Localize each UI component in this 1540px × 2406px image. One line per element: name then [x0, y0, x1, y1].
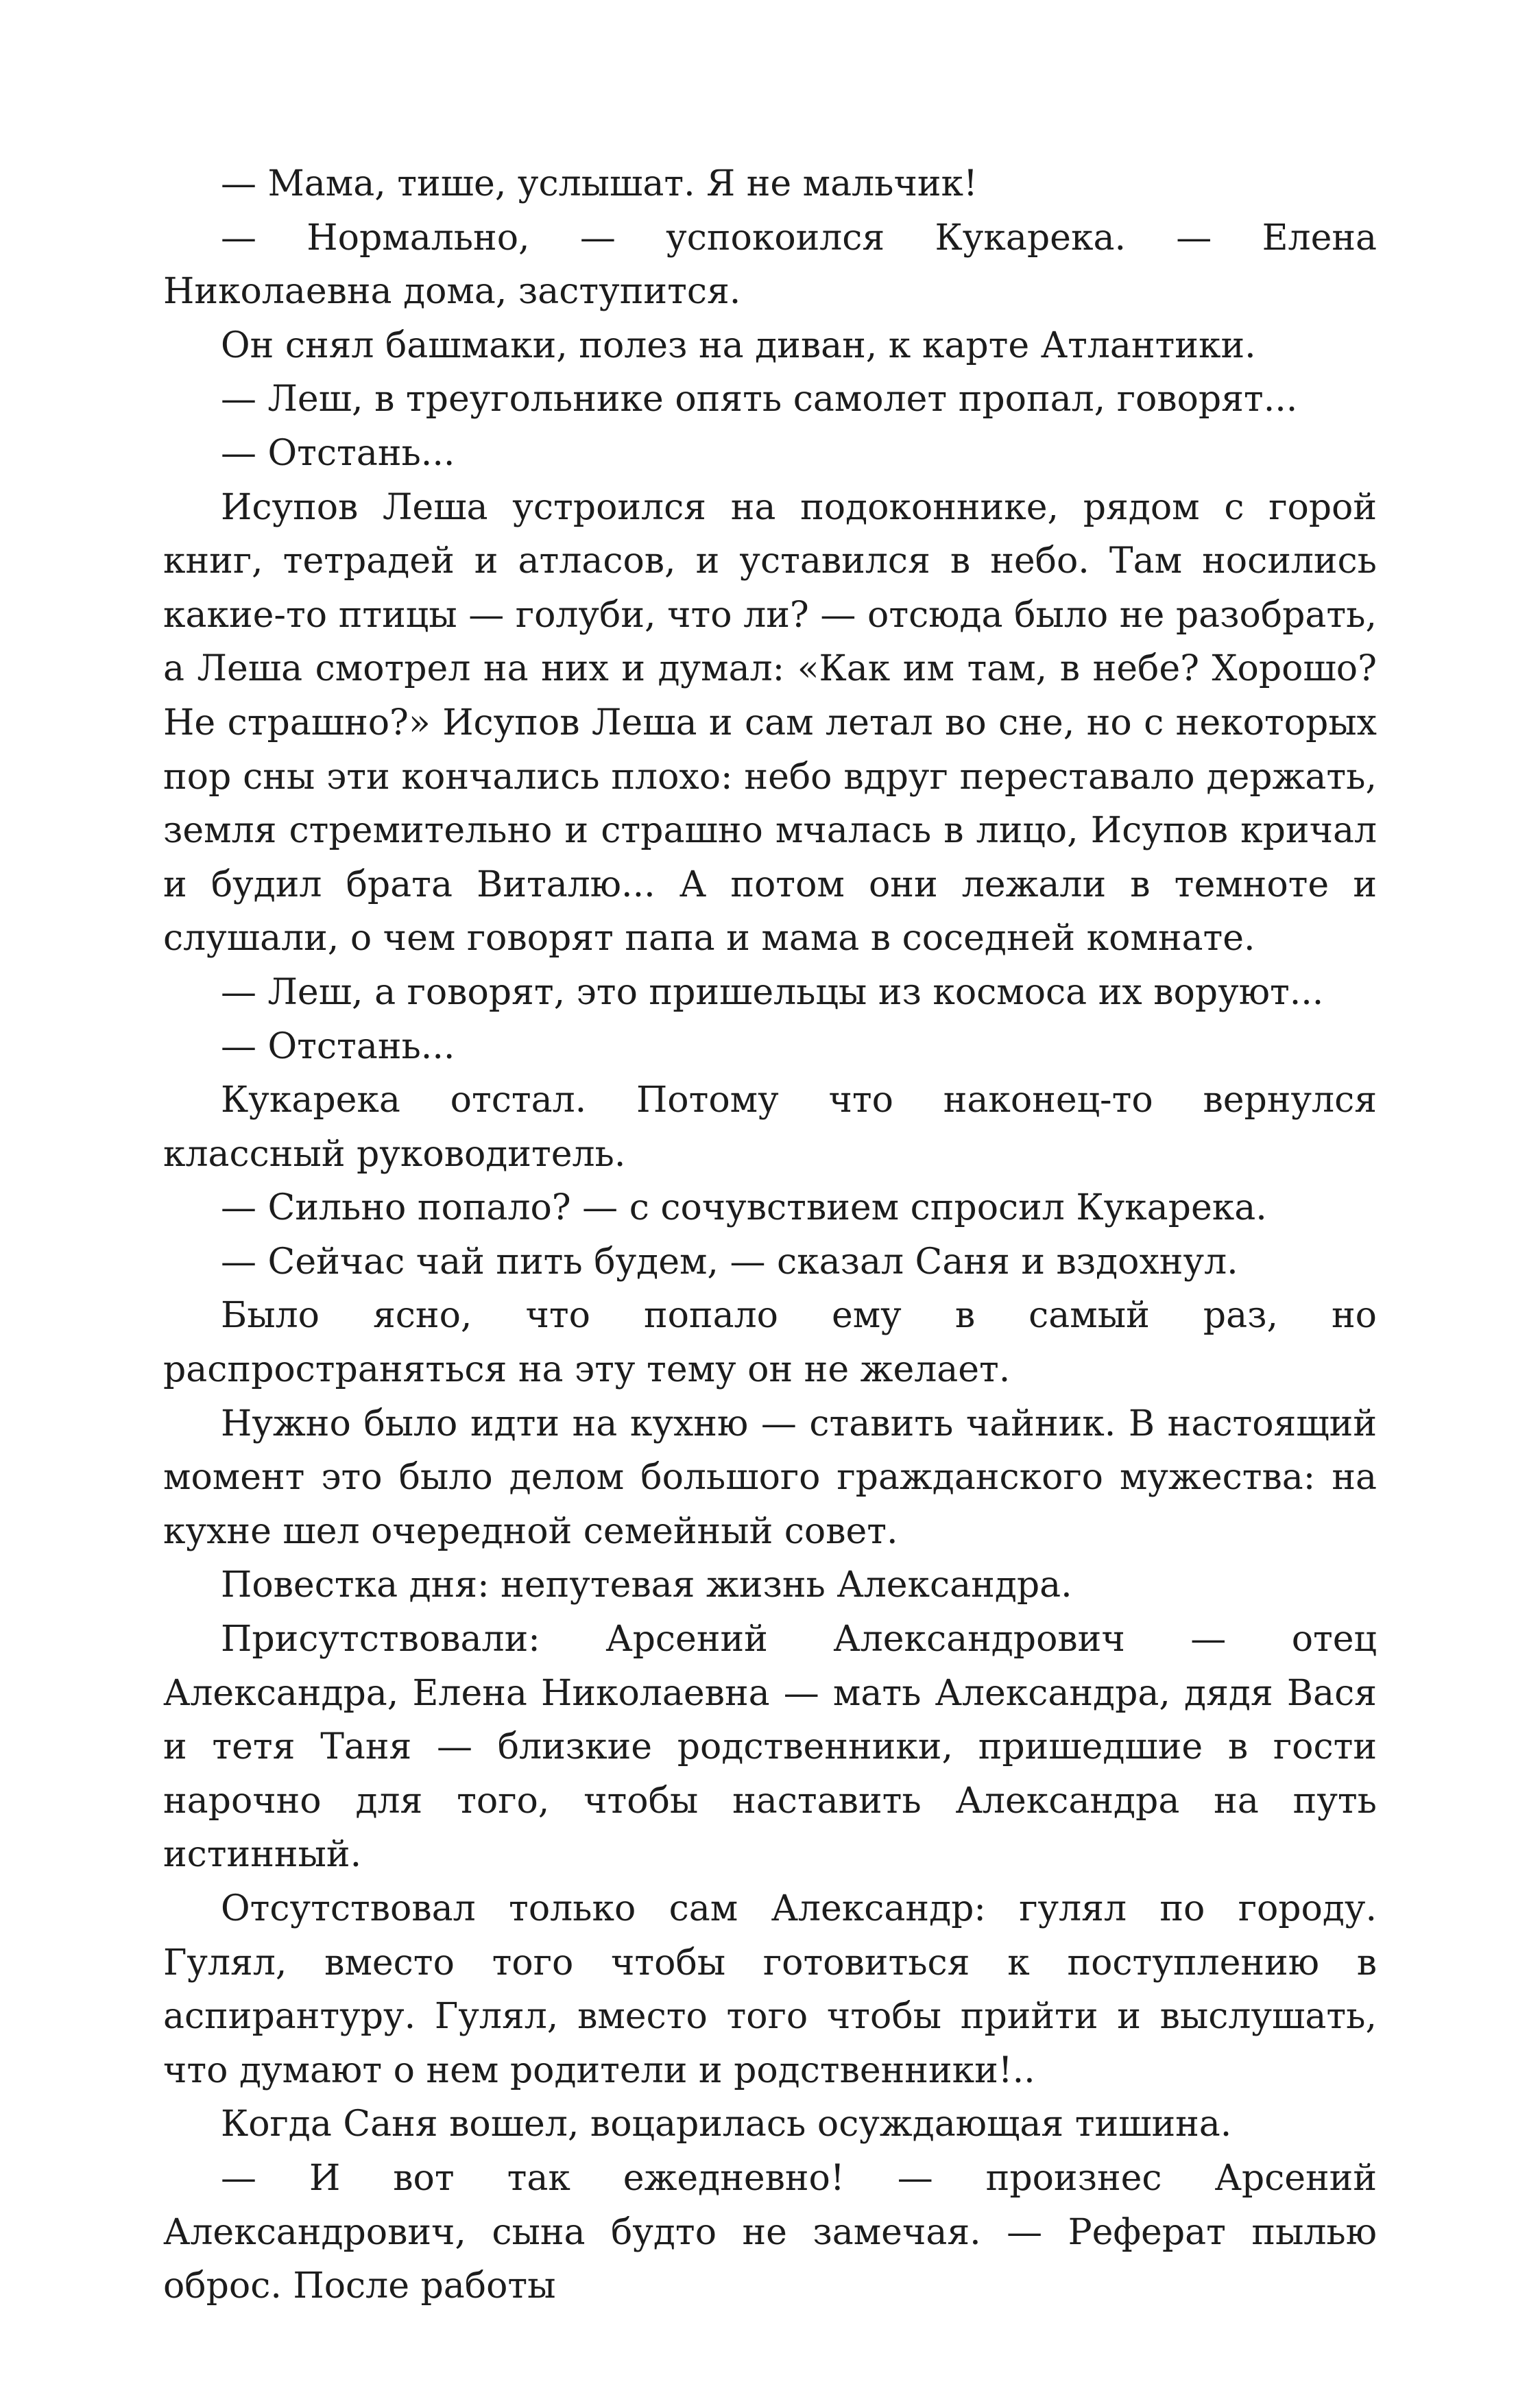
paragraph: Присутствовали: Арсений Александрович — отец Александра, Елена Николаевна — мать Александра, дядя Вася и тетя Таня — близкие родственники, пришедшие в гости нарочно для того, чтобы наставить Александра на путь истинный.	[163, 1619, 1377, 1876]
paragraph: — Леш, а говорят, это пришельцы из космоса их воруют...	[221, 971, 1324, 1013]
paragraph: Отсутствовал только сам Александр: гулял по городу. Гулял, вместо того чтобы готовиться к поступлению в аспирантуру. Гулял, вместо того чтобы прийти и выслушать, что думают о нем родители и родственники!..	[163, 1888, 1377, 2091]
paragraph: Кукарека отстал. Потому что наконец-то вернулся классный руководитель.	[163, 1080, 1377, 1175]
paragraph: — Мама, тише, услышат. Я не мальчик!	[221, 163, 978, 204]
paragraph: — Сейчас чай пить будем, — сказал Саня и вздохнул.	[221, 1241, 1238, 1283]
paragraph: — Отстань...	[221, 432, 455, 474]
paragraph: Было ясно, что попало ему в самый раз, но распространяться на эту тему он не желает.	[163, 1295, 1377, 1391]
paragraph: — Леш, в треугольнике опять самолет пропал, говорят...	[221, 379, 1298, 420]
paragraph: Когда Саня вошел, воцарилась осуждающая тишина.	[221, 2104, 1232, 2145]
paragraph: — Нормально, — успокоился Кукарека. — Елена Николаевна дома, заступится.	[163, 217, 1377, 313]
paragraph: — Сильно попало? — с сочувствием спросил Кукарека.	[221, 1187, 1267, 1229]
paragraph: Повестка дня: непутевая жизнь Александра.	[221, 1564, 1072, 1606]
paragraph: Нужно было идти на кухню — ставить чайник. В настоящий момент это было делом большого гражданского мужества: на кухне шел очередной семейный совет.	[163, 1403, 1377, 1552]
page-text	[163, 157, 1377, 2313]
paragraph: Исупов Леша устроился на подоконнике, рядом с горой книг, тетрадей и атласов, и уставился в небо. Там носились какие-то птицы — голуби, что ли? — отсюда было не разобрать, а Леша смотрел на них и думал: «Как им там, в небе? Хорошо? Не страшно?» Исупов Леша и сам летал во сне, но с некоторых пор сны эти кончались плохо: небо вдруг переставало держать, земля стремительно и страшно мчалась в лицо, Исупов кричал и будил брата Виталю... А потом они лежали в темноте и слушали, о чем говорят папа и мама в соседней комнате.	[163, 486, 1377, 960]
paragraph: — Отстань...	[221, 1025, 455, 1067]
paragraph: Он снял башмаки, полез на диван, к карте Атлантики.	[221, 324, 1256, 366]
paragraph: — И вот так ежедневно! — произнес Арсений Александрович, сына будто не замечая. — Реферат пылью оброс. После работы	[163, 2157, 1377, 2307]
